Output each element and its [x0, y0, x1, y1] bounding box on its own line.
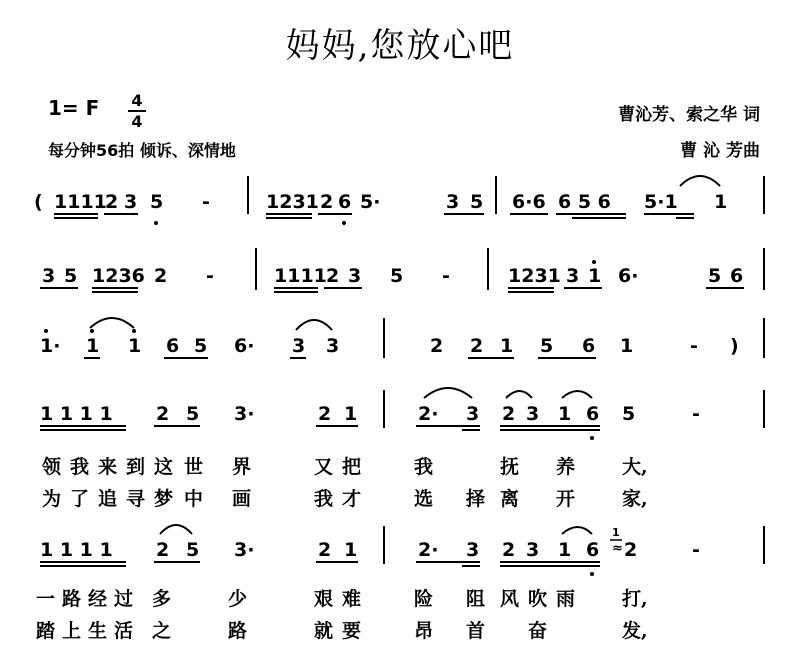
note: 5·: [360, 191, 381, 213]
slur: [506, 391, 532, 398]
note: 1: [588, 265, 602, 287]
lyric-char: 养: [556, 456, 576, 478]
slur: [296, 320, 332, 330]
note: 1111: [54, 191, 107, 213]
note: 3: [566, 265, 580, 287]
lyric-char: 难: [342, 588, 362, 610]
lyric-char: 世: [184, 456, 204, 478]
lyric-char: 险: [414, 588, 434, 610]
note: 1: [620, 335, 634, 357]
slur: [562, 391, 592, 398]
lyric-char: 才: [342, 488, 362, 510]
note: 1: [558, 403, 572, 425]
note: 6: [586, 539, 600, 561]
lyric-char: 来: [98, 456, 118, 478]
lyric-char: 少: [228, 588, 248, 610]
note: 5: [390, 265, 404, 287]
lyric-char: 昂: [414, 620, 434, 642]
lyric-char: 首: [466, 620, 486, 642]
lyric-char: 风: [500, 588, 520, 610]
dash: -: [202, 191, 210, 213]
grace-mark: ≈: [612, 541, 623, 556]
note: 5: [64, 265, 78, 287]
lyric-char: 大,: [622, 456, 648, 478]
note: 2: [430, 335, 444, 357]
note: 2: [156, 403, 170, 425]
note: 3: [466, 403, 480, 425]
note: 3: [292, 335, 306, 357]
tempo-marking: 每分钟56拍 倾诉、深情地: [48, 141, 236, 160]
note: 2: [154, 265, 168, 287]
dash: -: [692, 403, 700, 425]
time-signature-top: 4: [131, 91, 143, 110]
lyric-char: 选: [414, 488, 434, 510]
note: 6·6: [512, 191, 546, 213]
lyric-char: 我: [314, 488, 334, 510]
lyric-char: 我: [414, 456, 434, 478]
lyric-char: 了: [70, 488, 90, 510]
lyric-char: 艰: [314, 588, 334, 610]
note: 5: [540, 335, 554, 357]
slur: [424, 388, 472, 398]
note: 5: [622, 403, 636, 425]
dash: -: [690, 335, 698, 357]
note: 2: [470, 335, 484, 357]
note: 1111: [274, 265, 327, 287]
note: 2: [105, 191, 119, 213]
grace-note: 1: [612, 526, 620, 539]
note: 5: [186, 403, 200, 425]
note: 2: [156, 539, 170, 561]
note: 1: [344, 539, 358, 561]
score-line-3: [40, 318, 764, 358]
note: 2: [502, 539, 516, 561]
lyric-char: 就: [314, 620, 334, 642]
lyric-char: 路: [62, 588, 82, 610]
note: 2·: [418, 403, 439, 425]
score-line-2: [40, 248, 764, 292]
note: 1236: [92, 265, 145, 287]
lyric-char: 离: [500, 488, 520, 510]
score-line-1: [34, 176, 764, 225]
lyric-char: 择: [466, 488, 486, 510]
note: 2: [326, 265, 340, 287]
open-paren: (: [34, 191, 43, 213]
note: 1231: [508, 265, 561, 287]
lyricist-credit: 曹沁芳、索之华 词: [618, 105, 760, 125]
note: 2: [502, 403, 516, 425]
lyric-char: 吹: [528, 588, 548, 610]
time-signature-bottom: 4: [131, 112, 143, 131]
lyric-char: 过: [114, 588, 134, 610]
note: 1·: [40, 335, 61, 357]
lyric-char: 追: [98, 488, 118, 510]
lyric-char: 到: [126, 456, 146, 478]
note: 1: [344, 403, 358, 425]
composer-credit: 曹 沁 芳曲: [680, 141, 760, 161]
note: 3: [42, 265, 56, 287]
lyric-char: 画: [232, 488, 252, 510]
song-title: 妈妈,您放心吧: [285, 26, 515, 66]
note: 3: [526, 539, 540, 561]
lyric-char: 领: [42, 456, 62, 478]
note: 6: [582, 335, 596, 357]
lyric-char: 抚: [500, 456, 520, 478]
score-line-5: [40, 525, 764, 576]
note: 1: [714, 191, 728, 213]
note: 3: [466, 539, 480, 561]
note: 1 1 1 1: [40, 539, 113, 561]
lyric-char: 经: [88, 588, 108, 610]
note: 6·: [618, 265, 639, 287]
note: 5: [708, 265, 722, 287]
note: 1: [86, 335, 100, 357]
dash: -: [692, 539, 700, 561]
key-signature: 1= F: [48, 96, 100, 120]
lyric-char: 踏: [36, 620, 56, 642]
note: 3: [348, 265, 362, 287]
note: 3: [446, 191, 460, 213]
note: 5: [150, 191, 164, 213]
lyric-char: 之: [152, 620, 172, 642]
lyric-char: 又: [314, 456, 334, 478]
note: 3·: [234, 539, 255, 561]
lyric-char: 雨: [556, 588, 576, 610]
note: 6: [586, 403, 600, 425]
lyric-char: 为: [42, 488, 62, 510]
note: 5: [194, 335, 208, 357]
lyric-char: 我: [70, 456, 90, 478]
note: 3: [526, 403, 540, 425]
lyric-char: 家,: [622, 488, 648, 510]
lyric-char: 开: [556, 488, 576, 510]
note: 2: [318, 403, 332, 425]
note: 5: [186, 539, 200, 561]
slur: [160, 525, 192, 534]
note: 6·: [234, 335, 255, 357]
note: 3: [326, 335, 340, 357]
close-paren: ): [730, 335, 739, 357]
dash: -: [442, 265, 450, 287]
lyric-char: 上: [62, 620, 82, 642]
lyric-char: 把: [342, 456, 362, 478]
note: 2: [624, 539, 638, 561]
note: 1: [558, 539, 572, 561]
lyric-char: 奋: [528, 620, 548, 642]
lyric-char: 一: [36, 588, 56, 610]
note: 1: [500, 335, 514, 357]
note: 1: [128, 335, 142, 357]
note: 3·: [234, 403, 255, 425]
lyric-char: 打,: [622, 588, 648, 610]
lyric-char: 寻: [126, 488, 146, 510]
note: 6: [730, 265, 744, 287]
note: 2: [318, 539, 332, 561]
note: 3: [124, 191, 138, 213]
lyric-char: 这: [154, 456, 174, 478]
lyric-char: 活: [114, 620, 134, 642]
note: 1 1 1 1: [40, 403, 113, 425]
lyric-char: 梦: [154, 488, 174, 510]
note: 6: [166, 335, 180, 357]
lyric-char: 生: [88, 620, 108, 642]
dash: -: [206, 265, 214, 287]
note: 5: [470, 191, 484, 213]
note: 2·: [418, 539, 439, 561]
lyric-char: 要: [342, 620, 362, 642]
lyric-char: 发,: [622, 620, 648, 642]
slur: [90, 318, 134, 328]
lyric-char: 路: [228, 620, 248, 642]
note: 1231: [266, 191, 319, 213]
note: 2: [320, 191, 334, 213]
lyric-char: 中: [184, 488, 204, 510]
slur: [680, 176, 720, 186]
note: 5·1: [644, 191, 678, 213]
slur: [562, 527, 592, 534]
lyric-char: 界: [232, 456, 252, 478]
lyric-char: 阻: [466, 588, 486, 610]
lyric-char: 多: [152, 588, 172, 610]
note: 6: [338, 191, 352, 213]
score-line-4: [40, 388, 764, 440]
note: 6 5 6: [558, 191, 611, 213]
